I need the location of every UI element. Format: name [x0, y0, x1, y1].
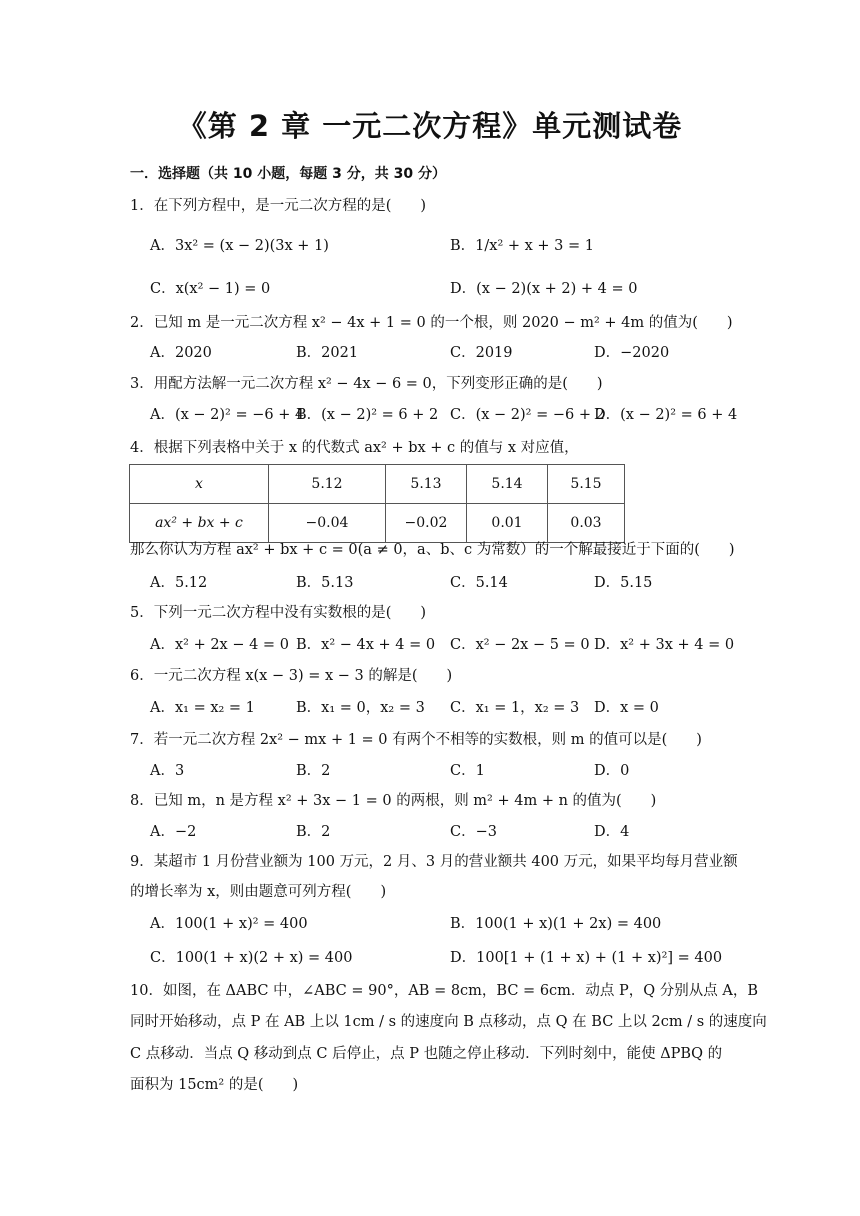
- question-4-option-d: D．5.15: [594, 575, 653, 591]
- question-4-option-b: B．5.13: [296, 575, 354, 591]
- question-1-option-d: D．(x − 2)(x + 2) + 4 = 0: [450, 281, 638, 297]
- table-row: [130, 504, 625, 543]
- table-cell: 5.13: [386, 465, 467, 504]
- table-row: [130, 465, 625, 504]
- table-cell: 0.03: [548, 504, 625, 543]
- question-2-stem: 2．已知 m 是一元二次方程 x² − 4x + 1 = 0 的一个根，则 2020 − m² + 4m 的值为( ): [130, 315, 733, 331]
- question-7-option-a: A．3: [150, 763, 185, 779]
- question-1-stem: 1．在下列方程中，是一元二次方程的是( ): [130, 198, 427, 214]
- table-cell: 5.14: [467, 465, 548, 504]
- question-9-option-d: D．100[1 + (1 + x) + (1 + x)²] = 400: [450, 950, 723, 966]
- question-3-option-c: C．(x − 2)² = −6 + 2: [450, 407, 605, 423]
- question-6-option-b: B．x₁ = 0，x₂ = 3: [296, 700, 425, 716]
- question-4-option-c: C．5.14: [450, 575, 508, 591]
- question-5-stem: 5．下列一元二次方程中没有实数根的是( ): [130, 605, 427, 621]
- question-9-option-c: C．100(1 + x)(2 + x) = 400: [150, 950, 353, 966]
- value-table: [129, 464, 625, 543]
- question-1-option-c: C．x(x² − 1) = 0: [150, 281, 271, 297]
- table-cell: −0.02: [386, 504, 467, 543]
- question-2-option-a: A．2020: [150, 345, 212, 361]
- table-row-label: x: [130, 465, 269, 504]
- question-3-option-b: B．(x − 2)² = 6 + 2: [296, 407, 439, 423]
- question-6-stem: 6．一元二次方程 x(x − 3) = x − 3 的解是( ): [130, 668, 453, 684]
- question-9-stem: 9．某超市 1 月份营业额为 100 万元，2 月、3 月的营业额共 400 万元，如果平均每月营业额: [130, 854, 738, 870]
- question-5-option-a: A．x² + 2x − 4 = 0: [150, 637, 289, 653]
- question-10-line-2: 同时开始移动，点 P 在 AB 上以 1cm / s 的速度向 B 点移动，点 Q 在 BC 上以 2cm / s 的速度向: [130, 1014, 767, 1030]
- question-10-line-1: 10．如图，在 ΔABC 中，∠ABC = 90°，AB = 8cm，BC = 6cm．动点 P，Q 分别从点 A，B: [130, 983, 759, 999]
- table-row-label: ax² + bx + c: [130, 504, 269, 543]
- question-6-option-a: A．x₁ = x₂ = 1: [150, 700, 255, 716]
- table-cell: 5.12: [269, 465, 386, 504]
- question-3-option-d: D．(x − 2)² = 6 + 4: [594, 407, 738, 423]
- question-5-option-b: B．x² − 4x + 4 = 0: [296, 637, 436, 653]
- question-4-option-a: A．5.12: [150, 575, 208, 591]
- question-9-stem-continued: 的增长率为 x，则由题意可列方程( ): [130, 884, 387, 900]
- page-title: 《第 2 章 一元二次方程》单元测试卷: [177, 109, 683, 143]
- question-8-option-b: B．2: [296, 824, 331, 840]
- section-heading: 一．选择题（共 10 小题，每题 3 分，共 30 分）: [130, 166, 446, 182]
- question-8-option-a: A．−2: [150, 824, 197, 840]
- question-7-stem: 7．若一元二次方程 2x² − mx + 1 = 0 有两个不相等的实数根，则 m 的值可以是( ): [130, 732, 702, 748]
- question-4-stem-continued: 那么你认为方程 ax² + bx + c = 0(a ≠ 0，a、b、c 为常数）的一个解最接近于下面的( ): [130, 542, 735, 558]
- question-8-option-d: D．4: [594, 824, 630, 840]
- question-8-option-c: C．−3: [450, 824, 497, 840]
- table-cell: −0.04: [269, 504, 386, 543]
- question-6-option-c: C．x₁ = 1，x₂ = 3: [450, 700, 580, 716]
- question-7-option-b: B．2: [296, 763, 331, 779]
- question-10-line-4: 面积为 15cm² 的是( ): [130, 1077, 299, 1093]
- table-cell: 0.01: [467, 504, 548, 543]
- question-9-option-b: B．100(1 + x)(1 + 2x) = 400: [450, 916, 662, 932]
- question-4-stem: 4．根据下列表格中关于 x 的代数式 ax² + bx + c 的值与 x 对应值，: [130, 440, 579, 456]
- question-5-option-c: C．x² − 2x − 5 = 0: [450, 637, 590, 653]
- table-cell: 5.15: [548, 465, 625, 504]
- question-7-option-c: C．1: [450, 763, 485, 779]
- question-8-stem: 8．已知 m，n 是方程 x² + 3x − 1 = 0 的两根，则 m² + 4m + n 的值为( ): [130, 793, 657, 809]
- question-7-option-d: D．0: [594, 763, 630, 779]
- question-2-option-d: D．−2020: [594, 345, 670, 361]
- question-2-option-b: B．2021: [296, 345, 359, 361]
- question-3-stem: 3．用配方法解一元二次方程 x² − 4x − 6 = 0，下列变形正确的是( ): [130, 376, 603, 392]
- question-2-option-c: C．2019: [450, 345, 513, 361]
- question-1-option-a: A．3x² = (x − 2)(3x + 1): [150, 238, 329, 254]
- question-1-option-b: B．1/x² + x + 3 = 1: [450, 238, 594, 254]
- question-6-option-d: D．x = 0: [594, 700, 659, 716]
- question-3-option-a: A．(x − 2)² = −6 + 4: [150, 407, 305, 423]
- question-9-option-a: A．100(1 + x)² = 400: [150, 916, 308, 932]
- question-5-option-d: D．x² + 3x + 4 = 0: [594, 637, 735, 653]
- question-10-line-3: C 点移动．当点 Q 移动到点 C 后停止，点 P 也随之停止移动．下列时刻中，能使 ΔPBQ 的: [130, 1046, 723, 1062]
